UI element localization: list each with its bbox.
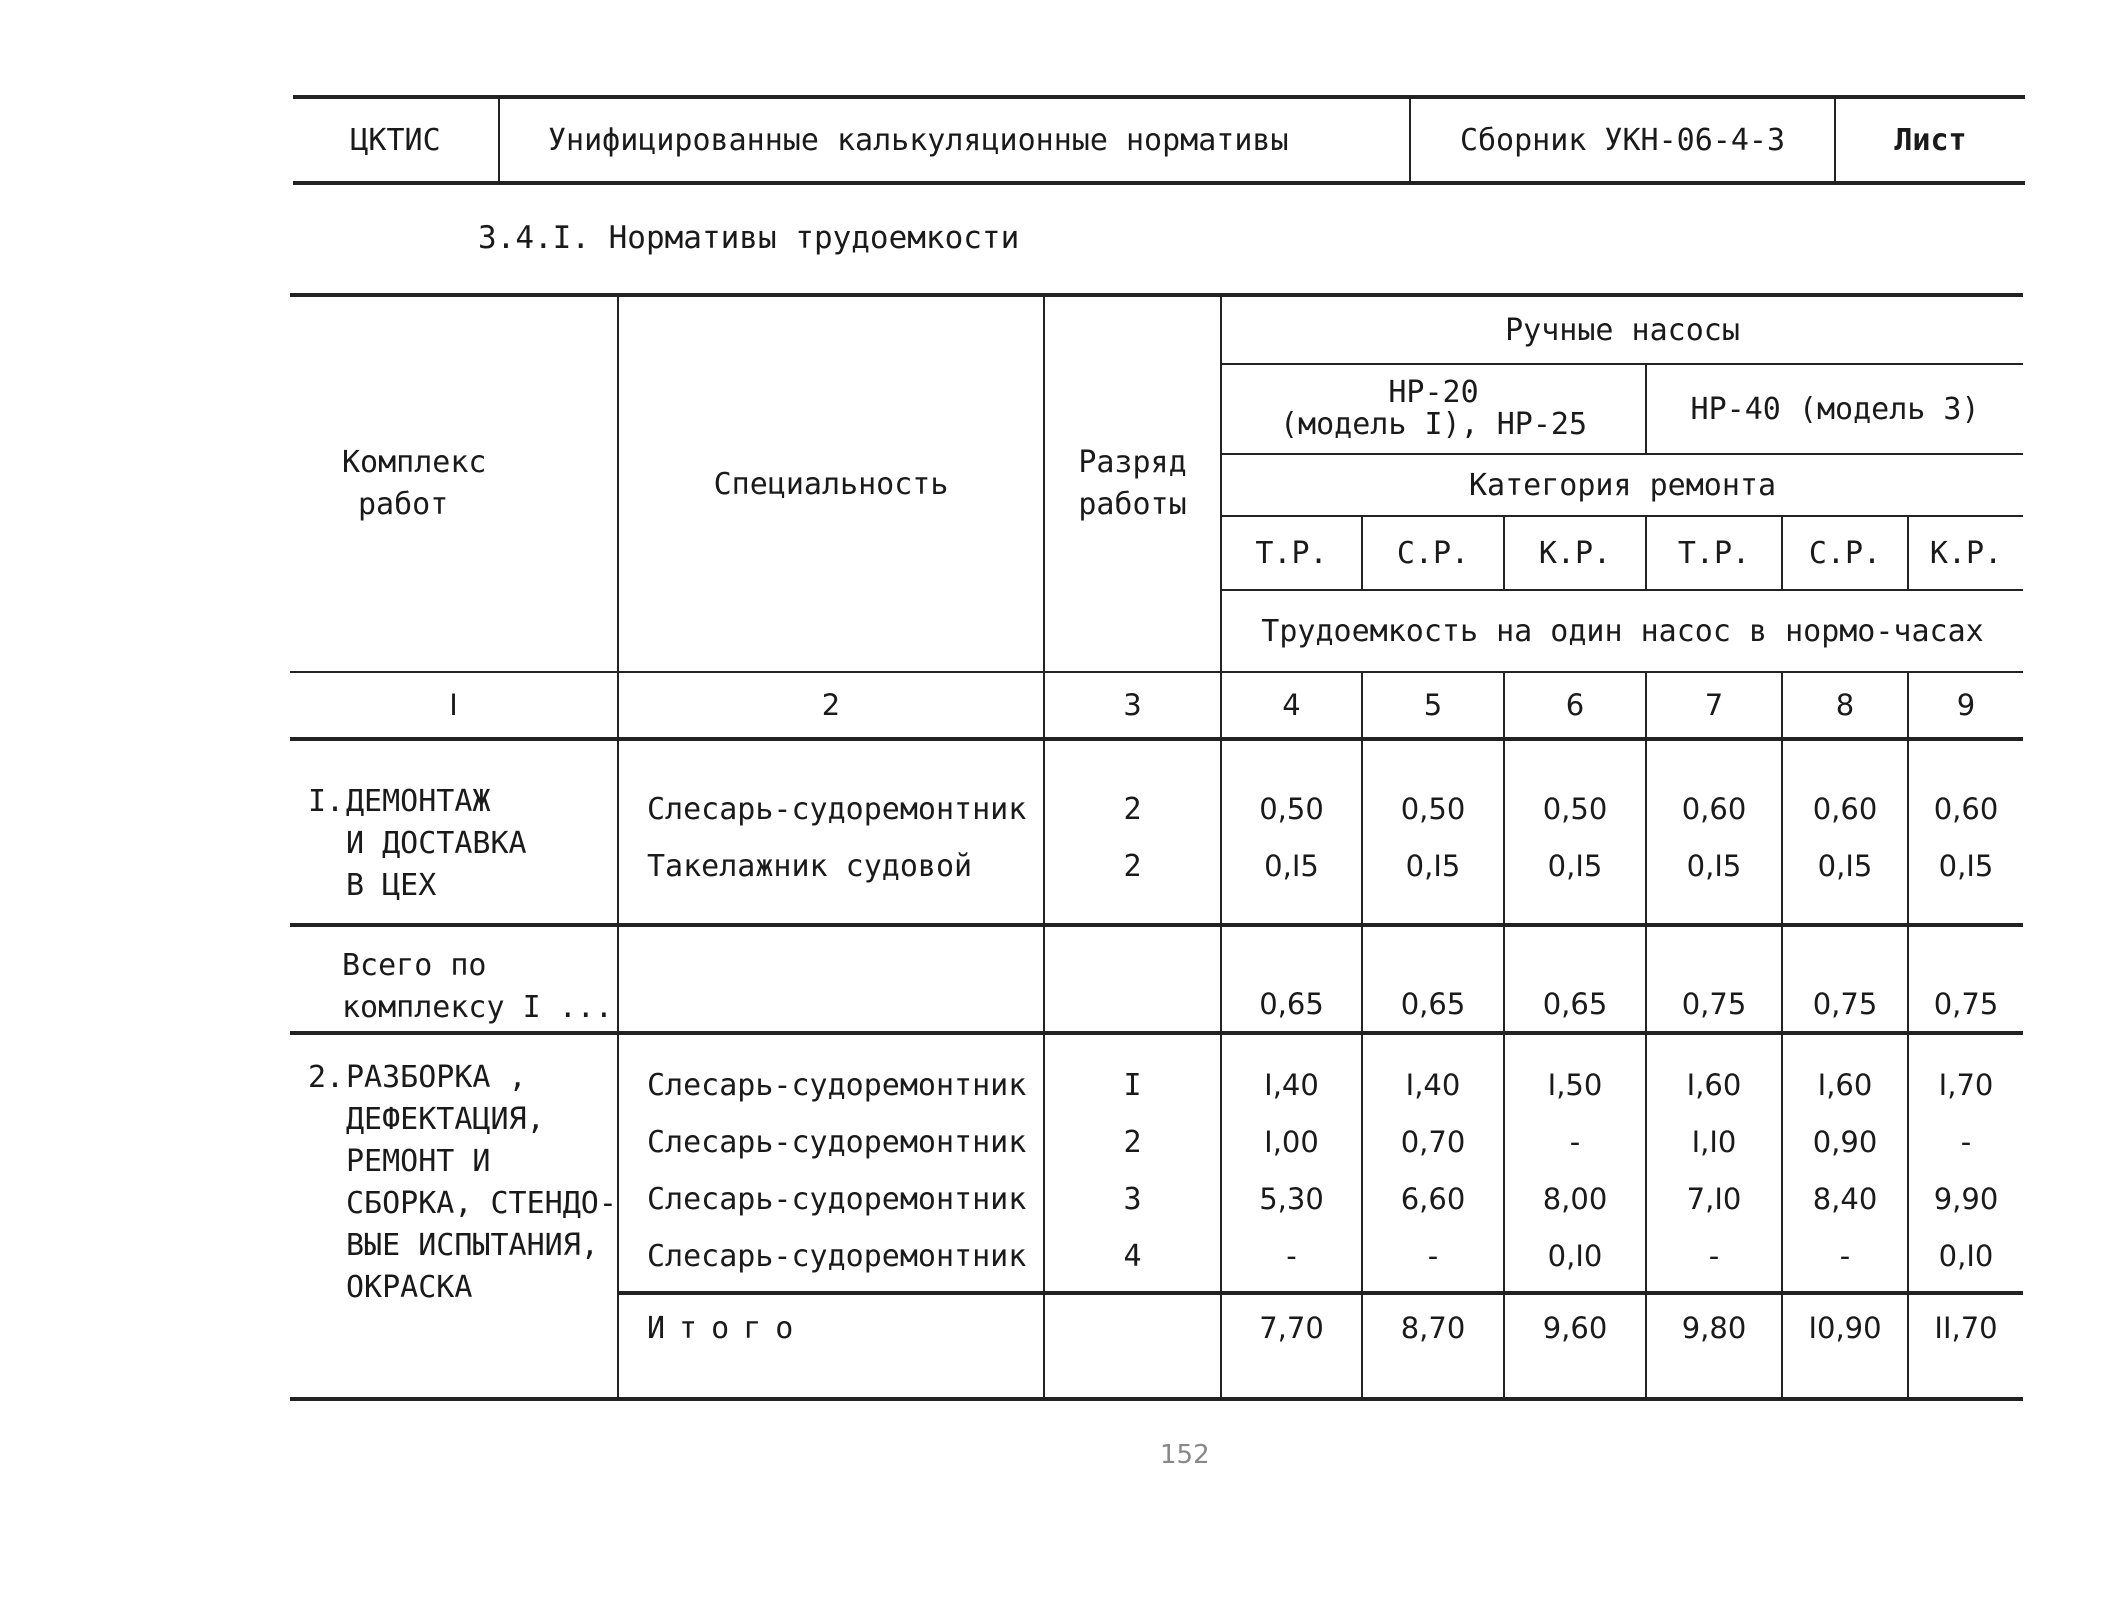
col-number: 3 (1044, 672, 1221, 739)
head-group: Ручные насосы (1221, 295, 2023, 364)
header-collection: Сборник УКН-06-4-3 (1410, 97, 1835, 183)
value-cell: I,50 - 8,00 0,I0 (1504, 1033, 1646, 1293)
column-numbers-row (290, 672, 2023, 739)
empty-cell (618, 925, 1044, 1033)
head-repair-type: Т.Р. (1221, 516, 1362, 590)
subtotal-value: 0,65 (1362, 925, 1504, 1033)
header-org: ЦКТИС (350, 122, 441, 158)
head-repair-type: К.Р. (1504, 516, 1646, 590)
total-value: 7,70 (1221, 1293, 1362, 1399)
total-value: 8,70 (1362, 1293, 1504, 1399)
page-header (293, 95, 2025, 185)
table-row-section1 (290, 739, 2023, 925)
value-cell: 0,60 0,I5 (1782, 739, 1908, 925)
empty-cell (1044, 1293, 1221, 1399)
section2-ranks: I 2 3 4 (1044, 1033, 1221, 1293)
subtotal-value: 0,75 (1782, 925, 1908, 1033)
total-label: Итого (618, 1293, 1044, 1399)
head-repair-type: С.Р. (1782, 516, 1908, 590)
section2-name: 2.РАЗБОРКА , ДЕФЕКТАЦИЯ, РЕМОНТ И СБОРКА, СТЕНДО- ВЫЕ ИСПЫТАНИЯ, ОКРАСКА (290, 1033, 618, 1399)
value-cell: I,60 0,90 8,40 - (1782, 1033, 1908, 1293)
head-model-a: НР-20 (модель I), НР-25 (1221, 364, 1646, 454)
col-number: 5 (1362, 672, 1504, 739)
header-sheet: Лист (1835, 97, 2025, 183)
total-value: 9,60 (1504, 1293, 1646, 1399)
value-cell: I,60 I,I0 7,I0 - (1646, 1033, 1782, 1293)
subtotal-value: 0,65 (1221, 925, 1362, 1033)
section1-name: I.ДЕМОНТАЖ И ДОСТАВКА В ЦЕХ (290, 739, 618, 925)
col-number: 2 (618, 672, 1044, 739)
col-number: I (290, 672, 618, 739)
empty-cell (1044, 925, 1221, 1033)
value-cell: 0,50 0,I5 (1362, 739, 1504, 925)
subtotal-value: 0,65 (1504, 925, 1646, 1033)
value-cell: 0,50 0,I5 (1221, 739, 1362, 925)
page-number: 152 (1160, 1440, 1210, 1470)
value-cell: 0,60 0,I5 (1646, 739, 1782, 925)
value-cell: I,70 - 9,90 0,I0 (1908, 1033, 2023, 1293)
head-complex: Комплекс работ (290, 295, 618, 672)
value-cell: 0,60 0,I5 (1908, 739, 2023, 925)
col-number: 7 (1646, 672, 1782, 739)
head-category: Категория ремонта (1221, 454, 2023, 516)
head-model-b: НР-40 (модель 3) (1646, 364, 2023, 454)
head-repair-type: С.Р. (1362, 516, 1504, 590)
table-row-subtotal1 (290, 925, 2023, 1033)
col-number: 6 (1504, 672, 1646, 739)
labor-norms-table (290, 293, 2023, 1401)
subtotal1-label: Всего по комплексу I ... (290, 925, 618, 1033)
table-row-section2 (290, 1033, 2023, 1293)
head-rank: Разряд работы (1044, 295, 1221, 672)
value-cell: I,40 I,00 5,30 - (1221, 1033, 1362, 1293)
head-repair-type: Т.Р. (1646, 516, 1782, 590)
head-repair-type: К.Р. (1908, 516, 2023, 590)
value-cell: 0,50 0,I5 (1504, 739, 1646, 925)
subtotal-value: 0,75 (1646, 925, 1782, 1033)
total-value: I0,90 (1782, 1293, 1908, 1399)
section1-specialties: Слесарь-судоремонтник Такелажник судовой (618, 739, 1044, 925)
section2-specialties: Слесарь-судоремонтник Слесарь-судоремонтник Слесарь-судоремонтник Слесарь-судоремонтник (618, 1033, 1044, 1293)
head-unit: Трудоемкость на один насос в нормо-часах (1221, 590, 2023, 672)
section1-ranks: 2 2 (1044, 739, 1221, 925)
col-number: 4 (1221, 672, 1362, 739)
total-value: II,70 (1908, 1293, 2023, 1399)
head-specialty: Специальность (618, 295, 1044, 672)
col-number: 9 (1908, 672, 2023, 739)
subtotal-value: 0,75 (1908, 925, 2023, 1033)
section-title: 3.4.I. Нормативы трудоемкости (478, 220, 1020, 256)
value-cell: I,40 0,70 6,60 - (1362, 1033, 1504, 1293)
header-title: Унифицированные калькуляционные нормативы (499, 97, 1410, 183)
total-value: 9,80 (1646, 1293, 1782, 1399)
col-number: 8 (1782, 672, 1908, 739)
